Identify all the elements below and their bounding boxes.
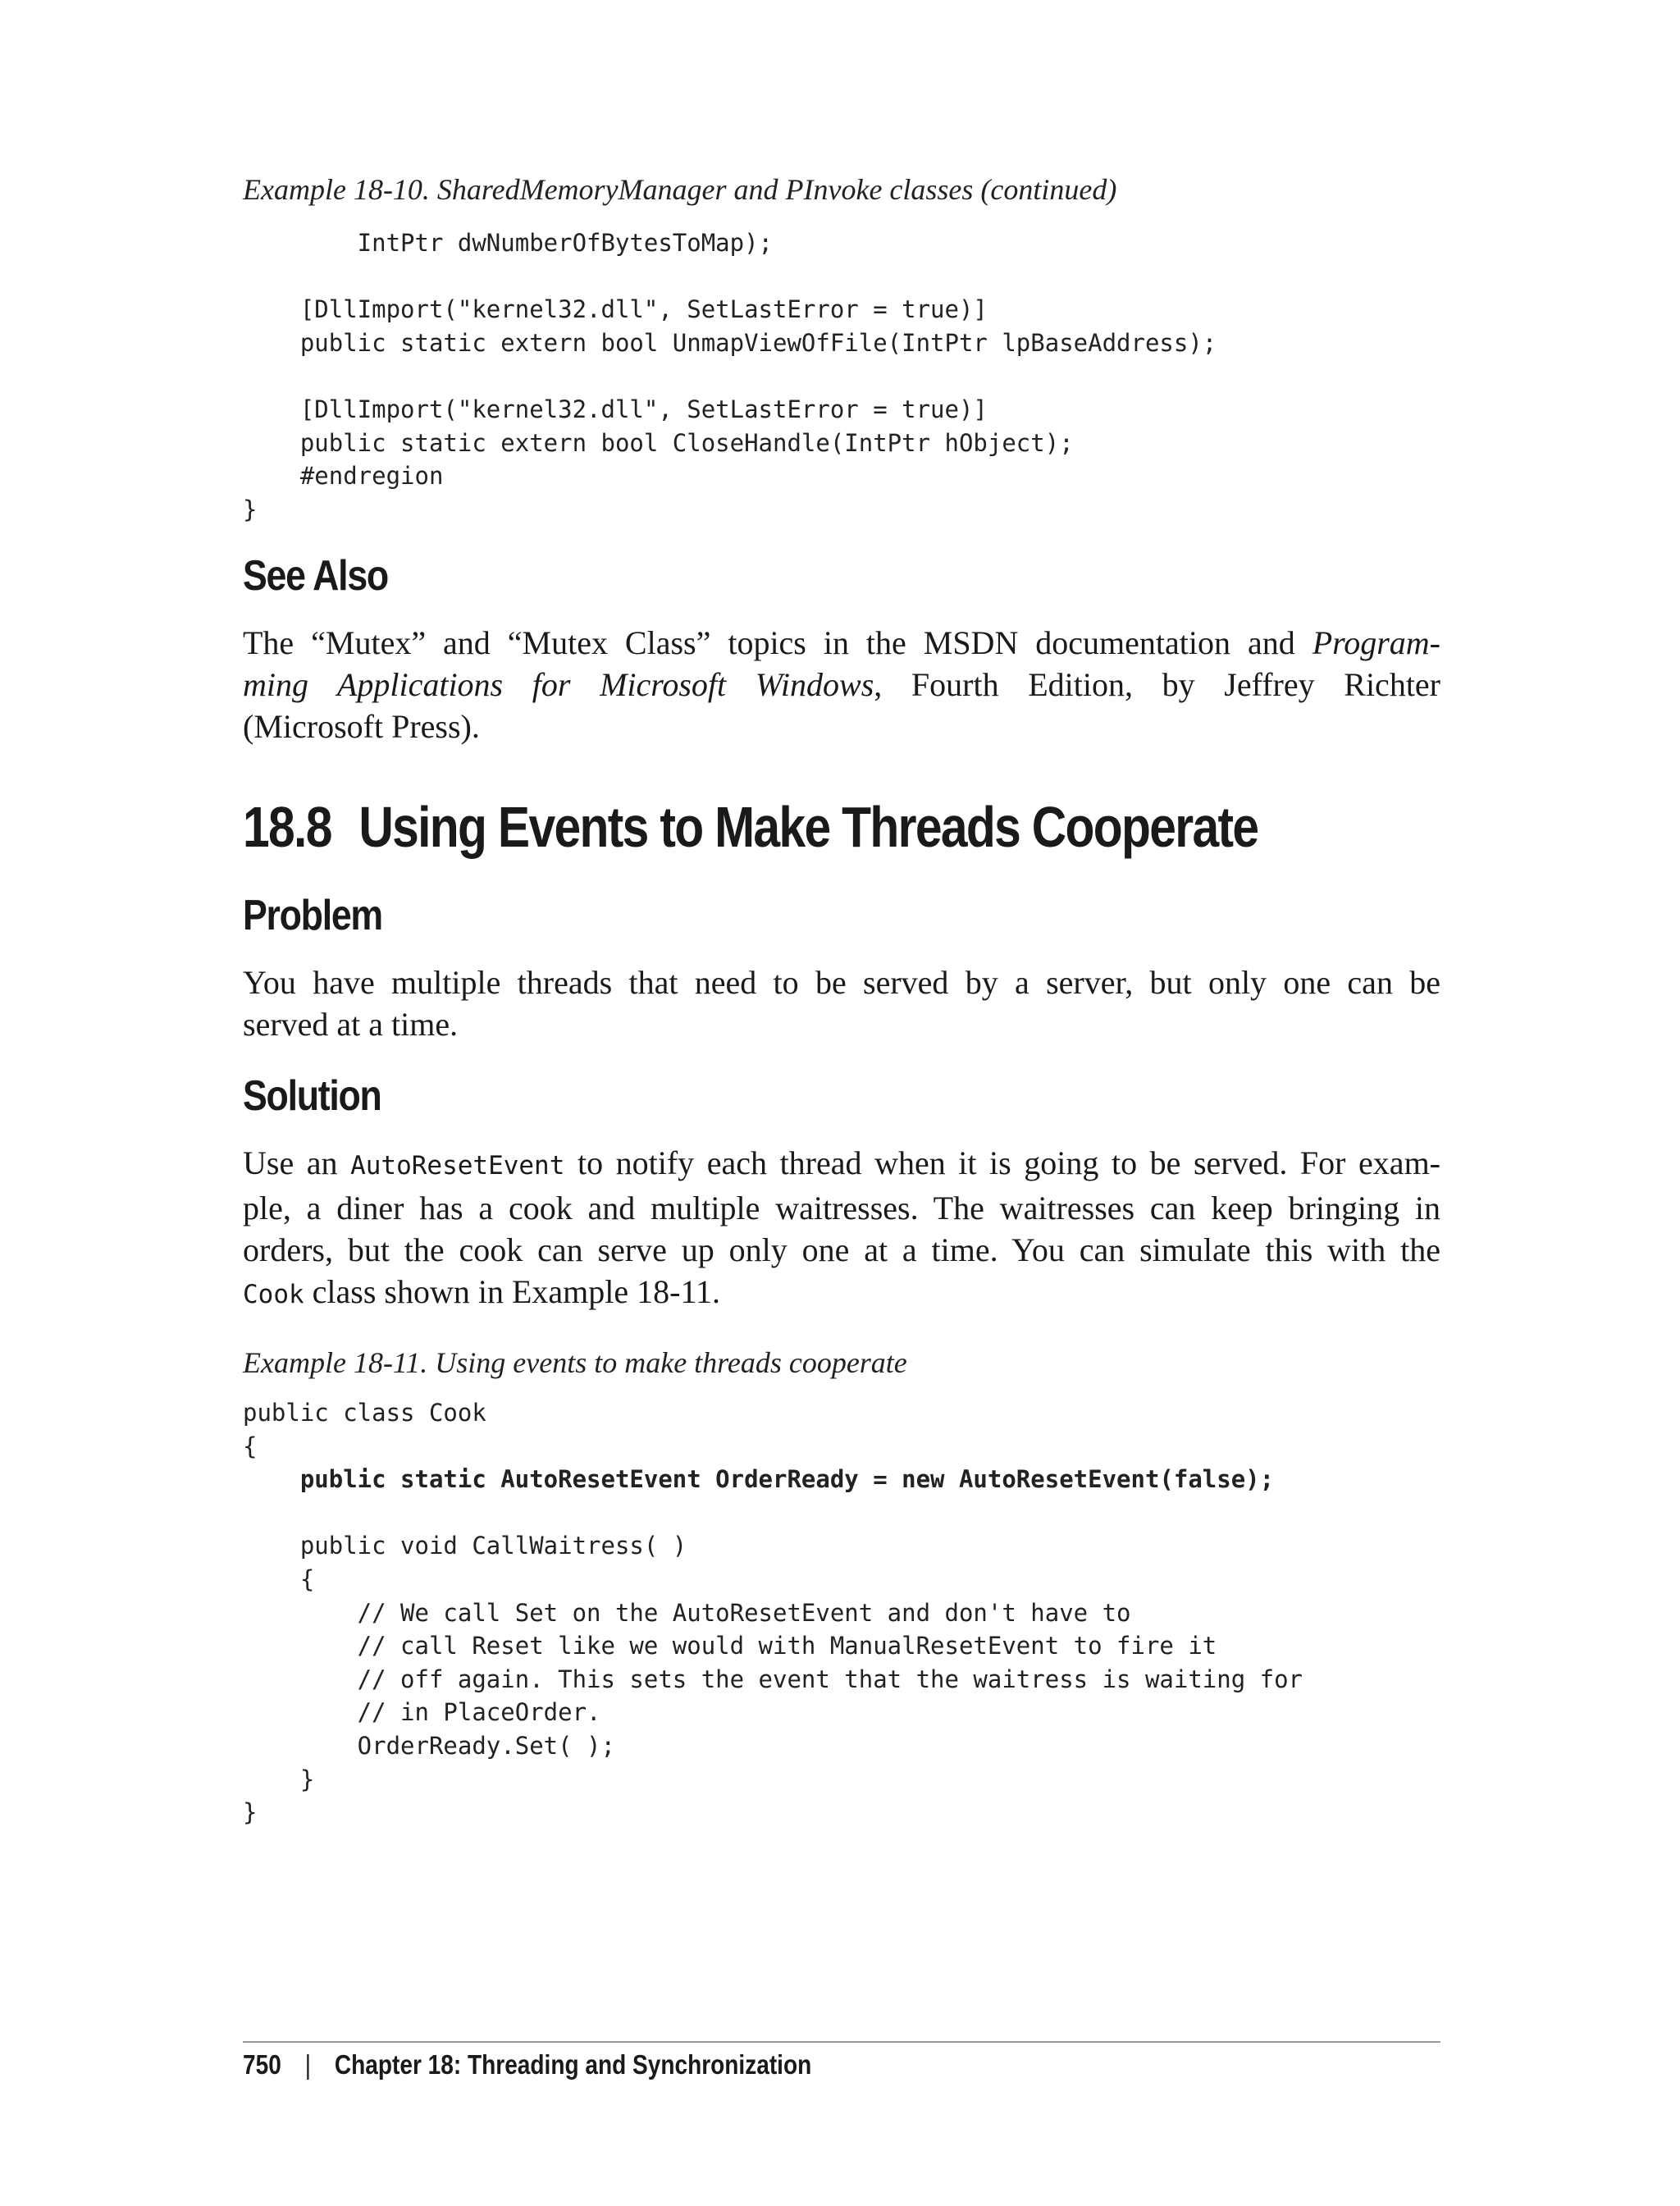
code-line: OrderReady.Set( ); xyxy=(243,1731,615,1760)
code-line: } xyxy=(243,495,258,523)
code-line: public static extern bool UnmapViewOfFile(IntPtr lpBaseAddress); xyxy=(243,328,1217,357)
recipe-number: 18.8 xyxy=(243,795,331,859)
see-also-line xyxy=(243,622,1440,664)
footer-separator: | xyxy=(304,2049,311,2080)
inline-code: Cook xyxy=(243,1280,304,1309)
code-line: { xyxy=(243,1432,258,1460)
inline-code: AutoResetEvent xyxy=(350,1151,565,1181)
text-run: , Fourth Edition, by Jeffrey Richter xyxy=(874,666,1441,703)
see-also-paragraph xyxy=(243,622,1440,747)
page-footer xyxy=(243,2048,811,2081)
code-line: { xyxy=(243,1564,315,1593)
see-also-line xyxy=(243,664,1440,706)
code-line xyxy=(243,260,1217,294)
code-line: } xyxy=(243,1798,258,1827)
code-line: public static extern bool CloseHandle(IntPtr hObject); xyxy=(243,428,1074,457)
code-line: [DllImport("kernel32.dll", SetLastError = true)] xyxy=(243,295,988,324)
example-18-10-caption: Example 18-10. SharedMemoryManager and PInvoke classes (continued) xyxy=(243,173,1117,206)
book-page xyxy=(243,0,1440,2206)
problem-line: served at a time. xyxy=(243,1006,459,1043)
code-line: IntPtr dwNumberOfBytesToMap); xyxy=(243,229,774,257)
example-18-11-code xyxy=(243,1396,1303,1829)
code-line: #endregion xyxy=(243,462,444,491)
solution-line: orders, but the cook can serve up only one at a time. You can simulate this with the xyxy=(243,1231,1440,1268)
example-18-10-code xyxy=(243,226,1217,526)
code-line xyxy=(243,359,1217,393)
code-line: } xyxy=(243,1765,315,1793)
text-run: Use an xyxy=(243,1144,351,1181)
problem-paragraph xyxy=(243,961,1440,1045)
recipe-title xyxy=(243,794,1258,860)
see-also-line: (Microsoft Press). xyxy=(243,708,480,745)
solution-heading: Solution xyxy=(243,1072,381,1120)
solution-line: ple, a diner has a cook and multiple waitresses. The waitresses can keep bringing in xyxy=(243,1190,1440,1226)
footer-rule xyxy=(243,2041,1440,2043)
code-line: [DllImport("kernel32.dll", SetLastError = true)] xyxy=(243,395,988,423)
text-run: The “Mutex” and “Mutex Class” topics in the MSDN documentation and xyxy=(243,624,1312,661)
code-line xyxy=(243,1496,1303,1530)
solution-line xyxy=(243,1142,1440,1187)
code-line: // We call Set on the AutoResetEvent and don't have to xyxy=(243,1598,1131,1627)
example-18-11-caption: Example 18-11. Using events to make threads cooperate xyxy=(243,1346,907,1379)
code-line: // call Reset like we would with ManualResetEvent to fire it xyxy=(243,1632,1217,1660)
solution-line xyxy=(243,1271,1440,1316)
code-line-highlighted: public static AutoResetEvent OrderReady = new AutoResetEvent(false); xyxy=(243,1465,1275,1494)
text-run: to notify each thread when it is going to be served. For exam- xyxy=(564,1144,1440,1181)
code-line: public void CallWaitress( ) xyxy=(243,1532,687,1560)
text-run: class shown in Example 18-11. xyxy=(304,1273,720,1310)
code-line: // off again. This sets the event that the waitress is waiting for xyxy=(243,1665,1303,1693)
book-title-run: ming Applications for Microsoft Windows xyxy=(243,666,874,703)
problem-line: You have multiple threads that need to be served by a server, but only one can be xyxy=(243,964,1440,1001)
book-title-run: Program- xyxy=(1312,624,1440,661)
problem-heading: Problem xyxy=(243,892,382,939)
solution-paragraph xyxy=(243,1142,1440,1316)
see-also-heading: See Also xyxy=(243,552,388,600)
code-line: public class Cook xyxy=(243,1399,486,1427)
recipe-title-text: Using Events to Make Threads Cooperate xyxy=(358,795,1258,859)
chapter-title: Chapter 18: Threading and Synchronization xyxy=(334,2049,812,2080)
page-number: 750 xyxy=(243,2049,281,2080)
code-line: // in PlaceOrder. xyxy=(243,1698,601,1727)
